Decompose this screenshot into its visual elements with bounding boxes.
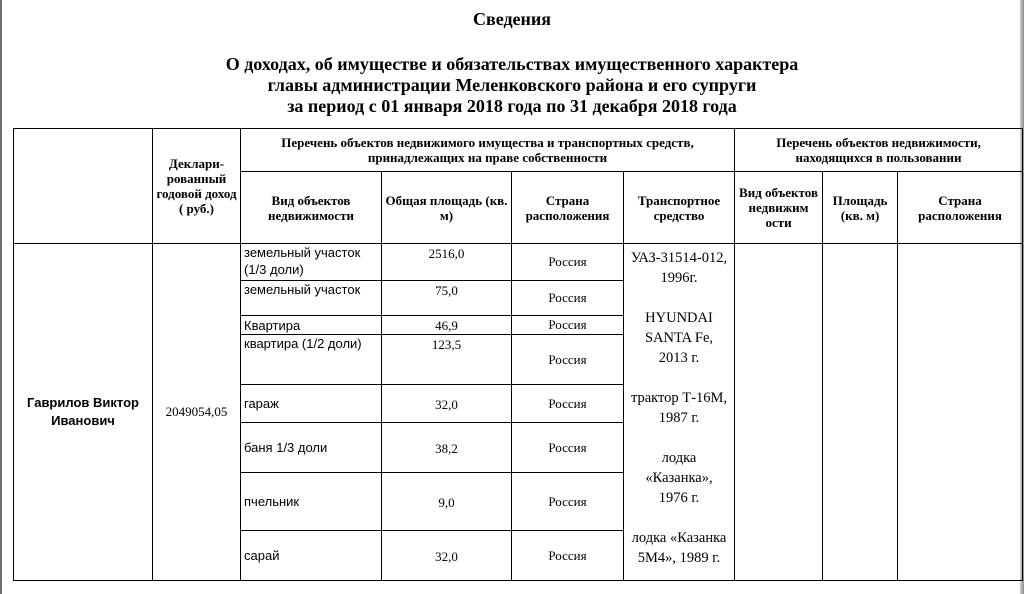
property-country: Россия bbox=[512, 335, 624, 385]
use-group-header: Перечень объектов недвижимости, находящихся в пользовании bbox=[735, 129, 1023, 172]
person-name: Гаврилов Виктор Иванович bbox=[14, 244, 153, 581]
name-column-header bbox=[14, 129, 153, 244]
property-area: 46,9 bbox=[382, 316, 512, 335]
property-country: Россия bbox=[512, 531, 624, 581]
property-type: квартира (1/2 доли) bbox=[241, 335, 382, 385]
use-area-header: Площадь (кв. м) bbox=[823, 172, 898, 244]
owned-type-header: Вид объектов недвижимости bbox=[241, 172, 382, 244]
property-type: баня 1/3 доли bbox=[241, 423, 382, 473]
subheading-line: за период с 01 января 2018 года по 31 декабря 2018 года bbox=[287, 96, 737, 116]
property-country: Россия bbox=[512, 281, 624, 316]
property-type: сарай bbox=[241, 531, 382, 581]
declaration-table bbox=[13, 128, 1023, 581]
header-row-1 bbox=[14, 129, 1023, 172]
use-country-header: Страна расположения bbox=[898, 172, 1023, 244]
use-type-cell bbox=[735, 244, 823, 581]
vehicle-item: УАЗ-31514-012, 1996г. bbox=[630, 250, 728, 286]
income-column-header: Деклари-рованный годовой доход ( руб.) bbox=[153, 129, 241, 244]
document-subheading bbox=[0, 54, 1024, 117]
owned-area-header: Общая площадь (кв. м) bbox=[382, 172, 512, 244]
vehicle-item: лодка «Казанка 5М4», 1989 г. bbox=[631, 530, 727, 566]
document-heading: Сведения bbox=[472, 9, 552, 29]
property-area: 32,0 bbox=[382, 385, 512, 423]
property-country: Россия bbox=[512, 473, 624, 531]
property-area: 32,0 bbox=[382, 531, 512, 581]
person-income: 2049054,05 bbox=[153, 244, 241, 581]
owned-transport-header: Транспортное средство bbox=[624, 172, 735, 244]
property-type: гараж bbox=[241, 385, 382, 423]
property-country: Россия bbox=[512, 316, 624, 335]
use-type-header: Вид объектов недвижим ости bbox=[735, 172, 823, 244]
transport-cell bbox=[624, 244, 735, 581]
property-type: пчельник bbox=[241, 473, 382, 531]
subheading-line: О доходах, об имуществе и обязательствах имущественного характера bbox=[225, 54, 799, 74]
owned-country-header: Страна расположения bbox=[512, 172, 624, 244]
property-country: Россия bbox=[512, 423, 624, 473]
property-area: 75,0 bbox=[382, 281, 512, 316]
property-area: 9,0 bbox=[382, 473, 512, 531]
subheading-line: главы администрации Меленковского района и его супруги bbox=[267, 75, 757, 95]
owned-group-header: Перечень объектов недвижимого имущества и транспортных средств, принадлежащих на праве собственности bbox=[241, 129, 735, 172]
property-country: Россия bbox=[512, 244, 624, 281]
vehicle-item: HYUNDAI SANTA Fe, 2013 г. bbox=[644, 310, 714, 366]
property-type: земельный участок bbox=[241, 281, 382, 316]
use-country-cell bbox=[898, 244, 1023, 581]
property-type: земельный участок (1/3 доли) bbox=[241, 244, 382, 281]
property-country: Россия bbox=[512, 385, 624, 423]
use-area-cell bbox=[823, 244, 898, 581]
property-area: 38,2 bbox=[382, 423, 512, 473]
property-type: Квартира bbox=[241, 316, 382, 335]
table-row bbox=[14, 244, 1023, 281]
property-area: 2516,0 bbox=[382, 244, 512, 281]
vehicle-item: лодка «Казанка», 1976 г. bbox=[645, 450, 713, 506]
property-area: 123,5 bbox=[382, 335, 512, 385]
vehicle-item: трактор Т-16М, 1987 г. bbox=[630, 390, 728, 426]
